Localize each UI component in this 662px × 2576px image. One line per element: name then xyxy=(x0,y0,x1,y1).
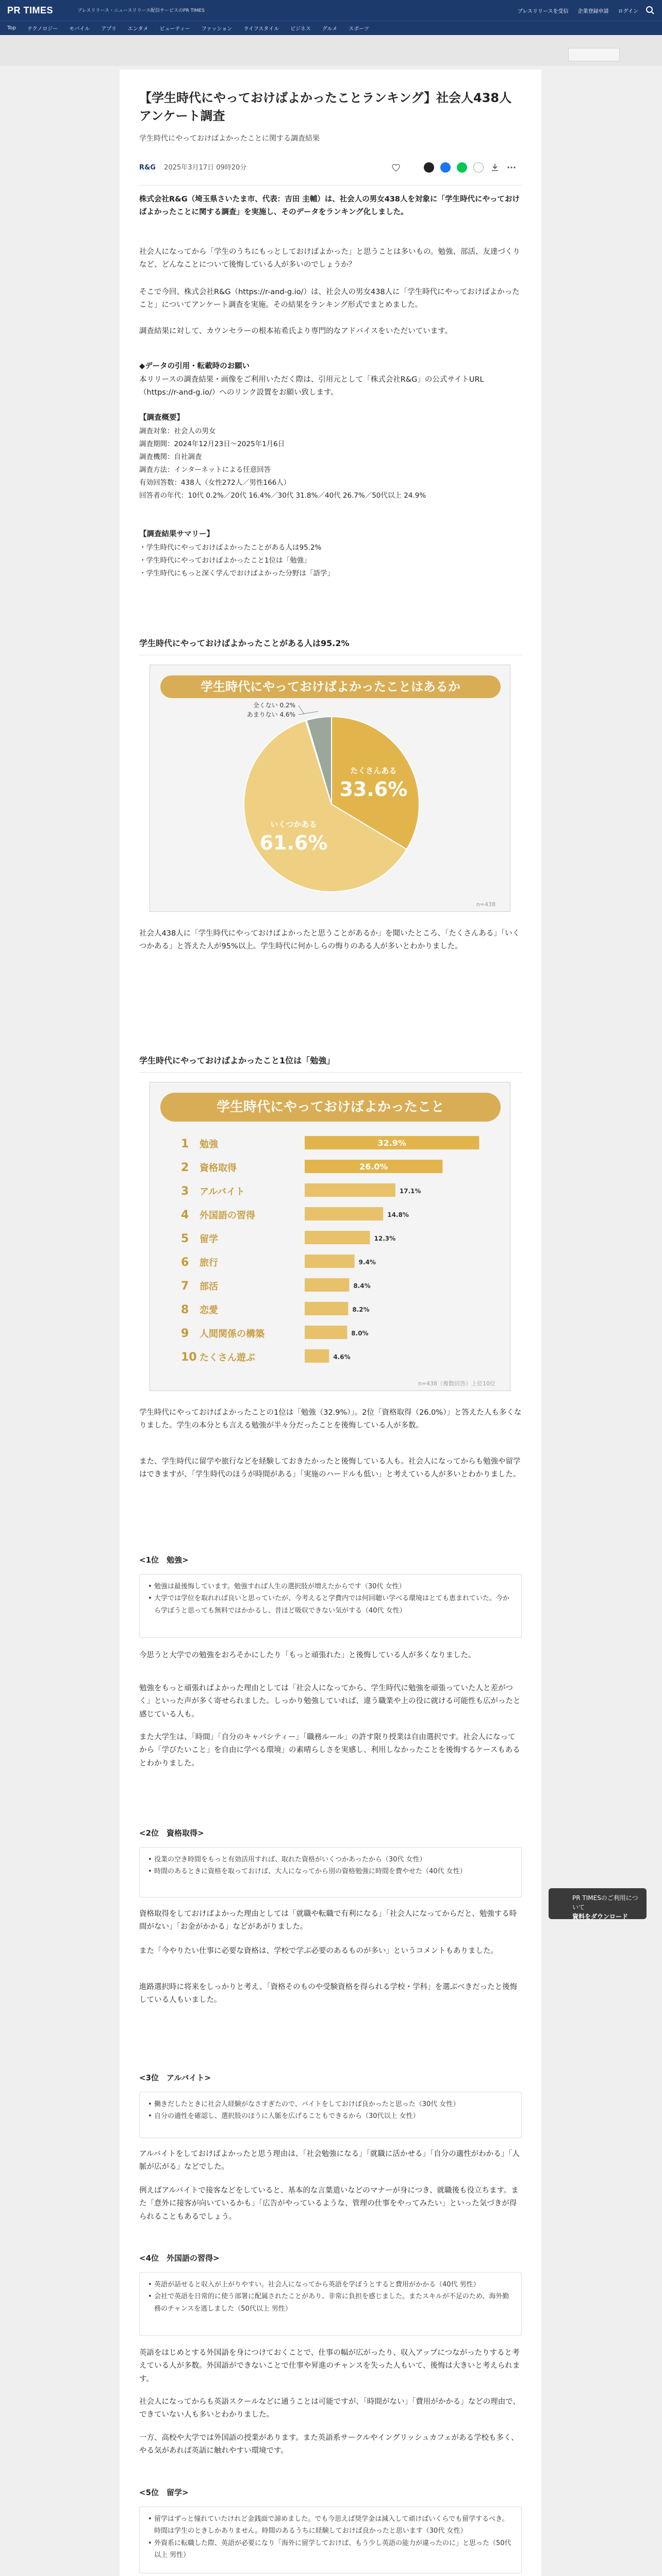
bar-label: たくさん遊ぶ xyxy=(200,1352,255,1363)
survey-item: 有効回答数：438人（女性272人／男性166人） xyxy=(139,478,291,487)
summary-title: 【調査結果サマリー】 xyxy=(139,530,214,538)
nav-app[interactable]: アプリ xyxy=(101,26,117,32)
rank-heading: <4位 外国語の習得> xyxy=(139,2253,220,2263)
bar xyxy=(305,1255,355,1268)
bar-label: 留学 xyxy=(200,1234,218,1245)
rank-number: 9 xyxy=(181,1327,189,1340)
bar-value: 8.2% xyxy=(352,1306,370,1313)
intro-paragraph: 調査結果に対して、カウンセラーの根本祐希氏より専門的なアドバイスをいただいています。 xyxy=(139,327,453,335)
rank-number: 8 xyxy=(181,1303,189,1316)
download-icon[interactable] xyxy=(490,162,500,173)
usage-body: 本リリースの調査結果・画像をご利用いただく際は、引用元として「株式会社R&G」の公式サイトURL（https://r-and-g.io/）へのリンク設置をお願い致します。 xyxy=(139,376,484,397)
quote-item: • 勉強は最後悔しています。勉強すれば人生の選択肢が増えたからです（30代 女性） xyxy=(148,1581,513,1592)
quote-box xyxy=(139,1574,522,1638)
rank-body: また「今やりたい仕事に必要な資格は、学校で学ぶ必要のあるものが多い」というコメントもありました。 xyxy=(139,1947,498,1955)
quote-item: • 働きだしたときに社会人経験がなさすぎたので、バイトをしておけば良かったと思った（30代 女性） xyxy=(148,2098,513,2110)
bar xyxy=(305,1349,329,1363)
bar-value: 4.6% xyxy=(333,1353,351,1361)
summary-item: ・学生時代にもっと深く学んでおけばよかった分野は「語学」 xyxy=(139,569,334,578)
bar-label: 部活 xyxy=(200,1281,218,1292)
nav-technology[interactable]: テクノロジー xyxy=(27,26,58,32)
tagline: プレスリリース・ニュースリリース配信サービスのPR TIMES xyxy=(77,8,205,13)
slice-label: あまりない 4.6% xyxy=(246,711,295,718)
article-subtitle: 学生時代にやっておけばよかったことに関する調査結果 xyxy=(139,134,320,143)
document-download-button[interactable] xyxy=(549,1888,647,1919)
rank-number: 2 xyxy=(181,1161,189,1174)
survey-item: 調査方法：インターネットによる任意回答 xyxy=(139,465,271,474)
bar-value: 8.4% xyxy=(353,1282,371,1290)
bar-figure xyxy=(150,1082,510,1391)
quote-item: • 外資系に転職した際、英語が必要になり「海外に留学しておけば、もう少し英語の能力が違ったのに」と思った（50代以上 男性） xyxy=(148,2537,513,2562)
bar-label: 勉強 xyxy=(200,1139,218,1150)
nav-sports[interactable]: スポーツ xyxy=(349,26,369,32)
search-icon[interactable] xyxy=(646,6,655,15)
section-heading: 学生時代にやっておけばよかったこと1位は「勉強」 xyxy=(139,1054,522,1073)
rank-body: また大学生は、「時間」「自分のキャパシティー」「職務ルール」の許す限り授業は自由選択です。社会人になってから「学びたいこと」を自由に学べる環境」の素晴らしさを実感し、利用しなかったことを後悔するケースもあるとわかりました。 xyxy=(139,1733,520,1768)
rank-number: 3 xyxy=(181,1185,189,1198)
sub-bar-button[interactable] xyxy=(568,48,620,61)
rank-body: 一方、高校や大学では外国語の授業があります。また英語系サークルやイングリッシュカフェがある学校も多く、やる気があれば英語に触れやすい環境です。 xyxy=(139,2434,519,2455)
nav-fashion[interactable]: ファッション xyxy=(201,26,233,32)
nav-gourmet[interactable]: グルメ xyxy=(322,26,338,32)
section-body: また、学生時代に留学や旅行などを経験しておきたかったと後悔している人も。社会人になってからも勉強や留学はできますが、「学生時代のほうが時間がある」「実施のハードルも低い」と考えている人が多いとわかりました。 xyxy=(139,1458,521,1479)
rank-number: 7 xyxy=(181,1280,189,1293)
sub-bar xyxy=(0,35,662,66)
quote-box xyxy=(139,2506,522,2573)
slice-label: たくさんある xyxy=(350,766,397,775)
bar-value: 9.4% xyxy=(358,1259,376,1266)
publish-date: 2025年3月17日 09時20分 xyxy=(164,164,247,172)
pie-chart xyxy=(150,665,511,912)
receive-link[interactable]: プレスリリースを受信 xyxy=(517,9,569,14)
section-body: 社会人438人に「学生時代にやっておけばよかったと思うことがあるか」を聞いたところ、「たくさんある」「いくつかある」と答えた人が95%以上。学生時代に何かしらの悔りのある人が多いとわかりました。 xyxy=(139,929,520,951)
bar-value: 14.8% xyxy=(387,1211,409,1218)
bar-label: アルバイト xyxy=(200,1187,245,1197)
survey-item: 調査対象：社会人の男女 xyxy=(139,427,216,435)
article-meta xyxy=(139,162,522,181)
quote-box xyxy=(139,1847,522,1897)
bar xyxy=(305,1278,349,1292)
rank-heading: <2位 資格取得> xyxy=(139,1828,204,1838)
nav-beauty[interactable]: ビューティー xyxy=(159,26,190,32)
rank-heading: <5位 留学> xyxy=(139,2488,189,2497)
quote-item: • 会社で英語を日常的に使う部署に配属されたことがあり、非常に負担を感じました。またスキルが不足のため、海外勤務のチャンスを逃しました（50代以上 男性） xyxy=(148,2291,513,2315)
quote-item: • 役業の空き時間をもっと有効活用すれば、取れた資格がいくつかあったから（30代 女性） xyxy=(148,1854,513,1866)
bar-value: 17.1% xyxy=(399,1188,421,1195)
x-share-icon[interactable] xyxy=(424,162,434,173)
pie-figure xyxy=(150,665,510,912)
login-link[interactable]: ログイン xyxy=(618,9,638,14)
pie-slices xyxy=(244,701,419,892)
rank-body: アルバイトをしておけばよかったと思う理由は、「社会勉強になる」「就職に活かせる」「自分の適性がわかる」「人脈が広がる」などでした。 xyxy=(139,2150,520,2172)
survey-item: 調査機関：自社調査 xyxy=(139,452,202,461)
download-label: PR TIMESのご利用について xyxy=(572,1894,638,1911)
quote-item: • 自分の適性を確認し、選択肢のほうに人脈を広げることもできるから（30代以上 女性） xyxy=(148,2110,513,2122)
bar xyxy=(305,1326,347,1339)
facebook-share-icon[interactable] xyxy=(440,162,451,173)
intro-lead: 株式会社R&G（埼玉県さいたま市、代表：吉田 圭輔）は、社会人の男女438人を対象に「学生時代にやっておけばよかったことに関する調査」を実施し、そのデータをランキング化しました。 xyxy=(139,195,520,217)
slice-label: 全くない 0.2% xyxy=(253,702,295,709)
share-icons xyxy=(391,162,517,173)
nav-top[interactable]: Top xyxy=(7,25,16,31)
top-bar xyxy=(0,0,662,21)
bar-label: 資格取得 xyxy=(200,1163,237,1174)
header-links xyxy=(518,7,638,14)
bar xyxy=(305,1183,395,1197)
rank-body: 今思うと大学での勉強をおろそかにしたり「もっと頑張れた」と後悔している人が多くなりました。 xyxy=(139,1651,476,1659)
quote-box xyxy=(139,2272,522,2336)
article-card xyxy=(120,70,541,2576)
bar xyxy=(305,1302,348,1315)
survey-list xyxy=(139,425,522,502)
slice-value: 61.6% xyxy=(259,831,328,854)
quote-box xyxy=(139,2092,522,2138)
rank-body: 資格取得をしておけばよかった理由としては「就職や転職で有利になる」「社会人になってからだと、勉強する時間がない」「お金がかかる」などがあがりました。 xyxy=(139,1910,517,1931)
bar-chart xyxy=(150,1082,511,1392)
intro-paragraph: そこで今回、株式会社R&G（https://r-and-g.io/）は、社会人の男女438人に「学生時代にやっておけばよかったこと」についてアンケート調査を実施。その結果をランキング形式でまとめました。 xyxy=(139,288,520,310)
figure-title: 学生時代にやっておけばよかったことはあるか xyxy=(201,680,460,694)
rank-number: 6 xyxy=(181,1256,189,1269)
figure-note: n=438（複数回答）上位10位 xyxy=(418,1380,495,1387)
leader-line xyxy=(299,711,318,715)
summary-item: ・学生時代にやっておけばよかったこと1位は「勉強」 xyxy=(139,556,311,565)
slice-value: 33.6% xyxy=(339,777,408,801)
rank-number: 1 xyxy=(181,1138,189,1150)
site-logo[interactable]: PR TIMES xyxy=(7,5,54,15)
quote-item: • 時間のあるときに資格を取っておけば、大人になってから別の資格勉強に時間を費やせた（40代 女性） xyxy=(148,1866,513,1877)
summary-item: ・学生時代にやっておけばよかったことがある人は95.2% xyxy=(139,544,322,552)
rank-body: 進路選択時に将来をしっかりと考え、「資格そのものや受験資格を得られる学校・学科」を選ぶべきだったと後悔している人もいました。 xyxy=(139,1983,518,2005)
rank-body: 英語をはじめとする外国語を身につけておくことで、仕事の幅が広がったり、収入アップにつながったりすると考えている人が多数。外国語ができないことで仕事や昇進のチャンスを失った人もいて、後悔は大きいと考えられます。 xyxy=(139,2349,520,2383)
company-name[interactable]: R&G xyxy=(139,164,156,172)
rank-heading: <3位 アルバイト> xyxy=(139,2073,211,2082)
quote-item: • 留学はずっと憧れていたけれど金銭面で諦めました。でも今思えば奨学金は減入して頑けばいくらでも留学するべき。時間は学生のときしかありません。時間のあるうちに経験しておけば良かったと思います（30代 女性） xyxy=(148,2513,513,2537)
nav-business[interactable]: ビジネス xyxy=(290,26,311,32)
register-link[interactable]: 企業登録申請 xyxy=(577,9,609,14)
quote-item: • 大学では学位を取れれば良いと思っていたが、今考えると学費内では何回聴い学べる環境はとても恵まれていた。今から学ぼうと思っても無料ではかかるし、昔ほど吸収できない気がする（40代 女性） xyxy=(148,1592,513,1617)
quote-item: • 英語が話せると収入が上がりやすい。社会人になってから英語を学ぼうとすると費用がかかる（40代 男性） xyxy=(148,2279,513,2291)
download-sublabel: 資料をダウンロード xyxy=(572,1913,628,1920)
survey-title: 【調査概要】 xyxy=(139,414,184,422)
more-icon[interactable] xyxy=(506,162,517,173)
bar-label: 人間関係の構築 xyxy=(200,1329,264,1340)
bar xyxy=(305,1207,383,1221)
bar-value: 32.9% xyxy=(377,1138,406,1148)
section-heading: 学生時代にやっておけばよかったことがある人は95.2% xyxy=(139,636,522,655)
rank-body: 社会人になってからも英語スクールなどに通うことは可能ですが、「時間がない」「費用がかかる」などの理由で、できていない人も多いとわかりました。 xyxy=(139,2398,520,2419)
nav-mobile[interactable]: モバイル xyxy=(69,26,90,32)
rank-number: 5 xyxy=(181,1232,189,1245)
rank-number: 10 xyxy=(181,1351,197,1364)
survey-item: 回答者の年代：10代 0.2%／20代 16.4%／30代 31.8%／40代 26.7%／50代以上 24.9% xyxy=(139,491,426,500)
leader-line xyxy=(299,705,304,715)
figure-title: 学生時代にやっておけばよかったこと xyxy=(216,1099,445,1115)
like-icon[interactable] xyxy=(391,162,401,173)
article-title: 【学生時代にやっておけばよかったことランキング】社会人438人アンケート調査 xyxy=(139,91,512,123)
figure-note: n=438 xyxy=(476,901,495,908)
rank-body: 例えばアルバイトで接客などをしていると、基本的な言葉遣いなどのマナーが身につき、就職後も役立ちます。また「意外に接客が向いているかも」「広告がやっているような、管理の仕事をやってみたい」といった気づきが得られることもあるでしょう。 xyxy=(139,2187,519,2221)
bar-label: 外国語の習得 xyxy=(200,1210,255,1221)
bar xyxy=(305,1231,370,1244)
usage-title: ◆データの引用・転載時のお願い xyxy=(139,362,250,370)
rank-number: 4 xyxy=(181,1209,189,1222)
summary-list xyxy=(139,541,522,580)
nav-lifestyle[interactable]: ライフスタイル xyxy=(243,26,279,32)
bar-value: 26.0% xyxy=(359,1162,388,1172)
rank-body: 勉強をもっと頑張ればよかった理由としては「社会人になってから、学生時代に勉強を頑張っていた人と差がつく」といった声が多く寄せられました。しっかり勉強していれば、違う職業や上の役に就ける可能性も広がったと感じている人も。 xyxy=(139,1684,521,1719)
bar-rows xyxy=(181,1136,479,1364)
intro-paragraph: 社会人になってから「学生のうちにもっとしておけばよかった」と思うことは多いもの。勉強、部活、友達づくりなど、どんなことについて後悔している人が多いのでしょうか？ xyxy=(139,248,520,269)
rank-heading: <1位 勉強> xyxy=(139,1555,189,1565)
bar-value: 12.3% xyxy=(374,1235,396,1242)
line-share-icon[interactable] xyxy=(457,162,467,173)
slice-label: いくつかある xyxy=(270,819,317,829)
hatena-share-icon[interactable] xyxy=(473,162,484,173)
bar-label: 恋愛 xyxy=(200,1305,218,1316)
section-body: 学生時代にやっておけばよかったことの1位は「勉強（32.9%）」。2位「資格取得（26.0%）」と答えた人も多くなりました。学生の本分とも言える勉強が半々分だったことを後悔している人が多数。 xyxy=(139,1409,522,1430)
survey-item: 調査期間：2024年12月23日〜2025年1月6日 xyxy=(139,439,285,448)
category-nav xyxy=(0,21,662,35)
nav-entertainment[interactable]: エンタメ xyxy=(127,26,148,32)
bar-label: 旅行 xyxy=(200,1258,218,1268)
bar-value: 8.0% xyxy=(351,1330,369,1337)
